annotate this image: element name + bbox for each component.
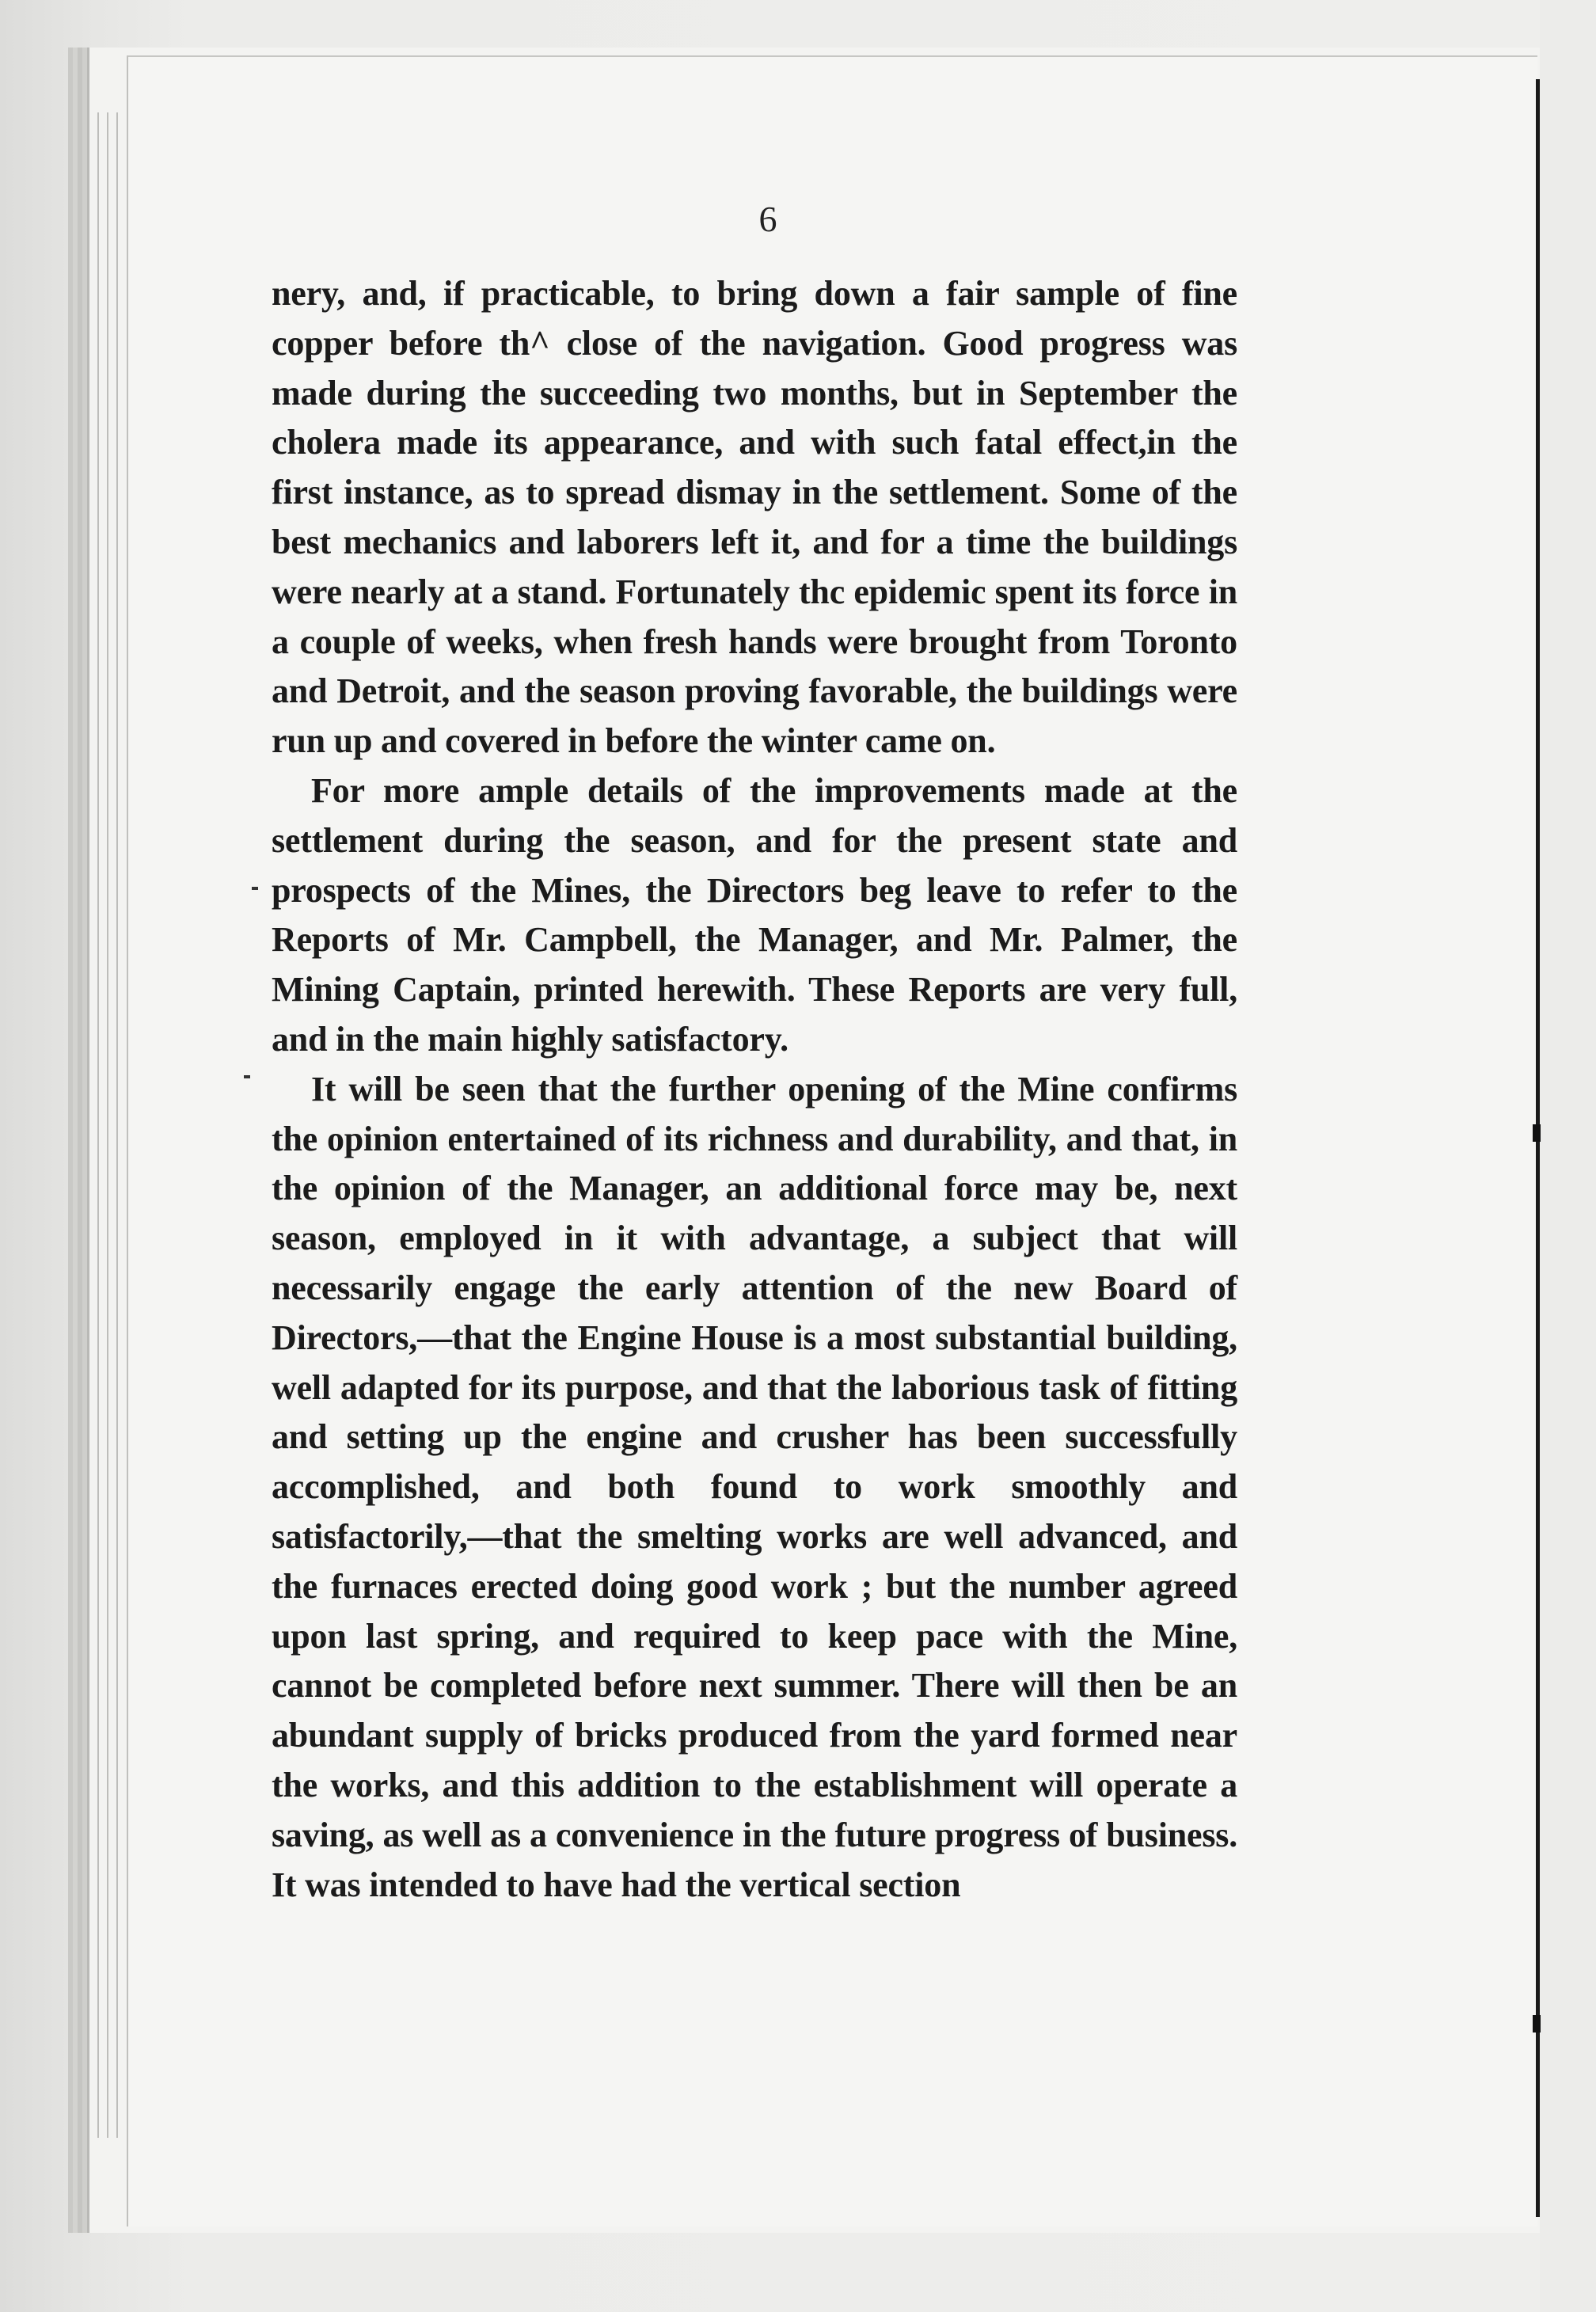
paragraph-2: For more ample details of the improvements made at the settlement during the season, and for the present state and prospects of the Mines, the Directors beg leave to refer to the Reports of Mr. Campbell, the Manager, and Mr. Palmer, the Mining Captain, printed herewith. These Reports are very full, and in the main highly satisfactory. [272, 770, 1237, 1059]
stack-line [97, 112, 99, 2138]
page-number: 6 [758, 199, 777, 239]
edge-mark [1533, 1124, 1541, 1142]
page-body-text [272, 269, 1237, 1910]
stack-line [116, 112, 118, 2138]
right-margin [1540, 0, 1596, 2312]
stack-line [107, 112, 108, 2138]
margin-mark [252, 887, 258, 890]
paragraph-1: nery, and, if practicable, to bring down a fair sample of fine copper before th^ close of the navigation. Good progress was made during the succeeding two months, but in September the cholera made its appearance, and with such fatal effect,in the first instance, as to spread dismay in the settlement. Some of the best mechanics and laborers left it, and for a time the buildings were nearly at a stand. Fortunately thc epidemic spent its force in a couple of weeks, when fresh hands were brought from Toronto and Detroit, and the season proving favorable, the buildings were run up and covered in before the winter came on. [272, 274, 1237, 761]
edge-mark [1533, 2015, 1541, 2033]
margin-mark [244, 1075, 250, 1078]
page-fold-edge [1536, 79, 1540, 2217]
paragraph-3: It will be seen that the further opening of the Mine confirms the opinion entertained of its richness and durability, and that, in the opinion of the Manager, an additional force may be, next season, employed in it with advantage, a subject that will necessarily engage the early attention of the new Board of Directors,—that the Engine House is a most substantial building, well adapted for its purpose, and that the laborious task of fitting and setting up the engine and crusher has been successfully accomplished, and both found to work smoothly and satisfactorily,—that the smelting works are well advanced, and the furnaces erected doing good work ; but the number agreed upon last spring, and required to keep pace with the Mine, cannot be completed before next summer. There will then be an abundant supply of bricks produced from the yard formed near the works, and this addition to the establishment will operate a saving, as well as a convenience in the future progress of business. It was intended to have had the vertical section [272, 1069, 1237, 1904]
